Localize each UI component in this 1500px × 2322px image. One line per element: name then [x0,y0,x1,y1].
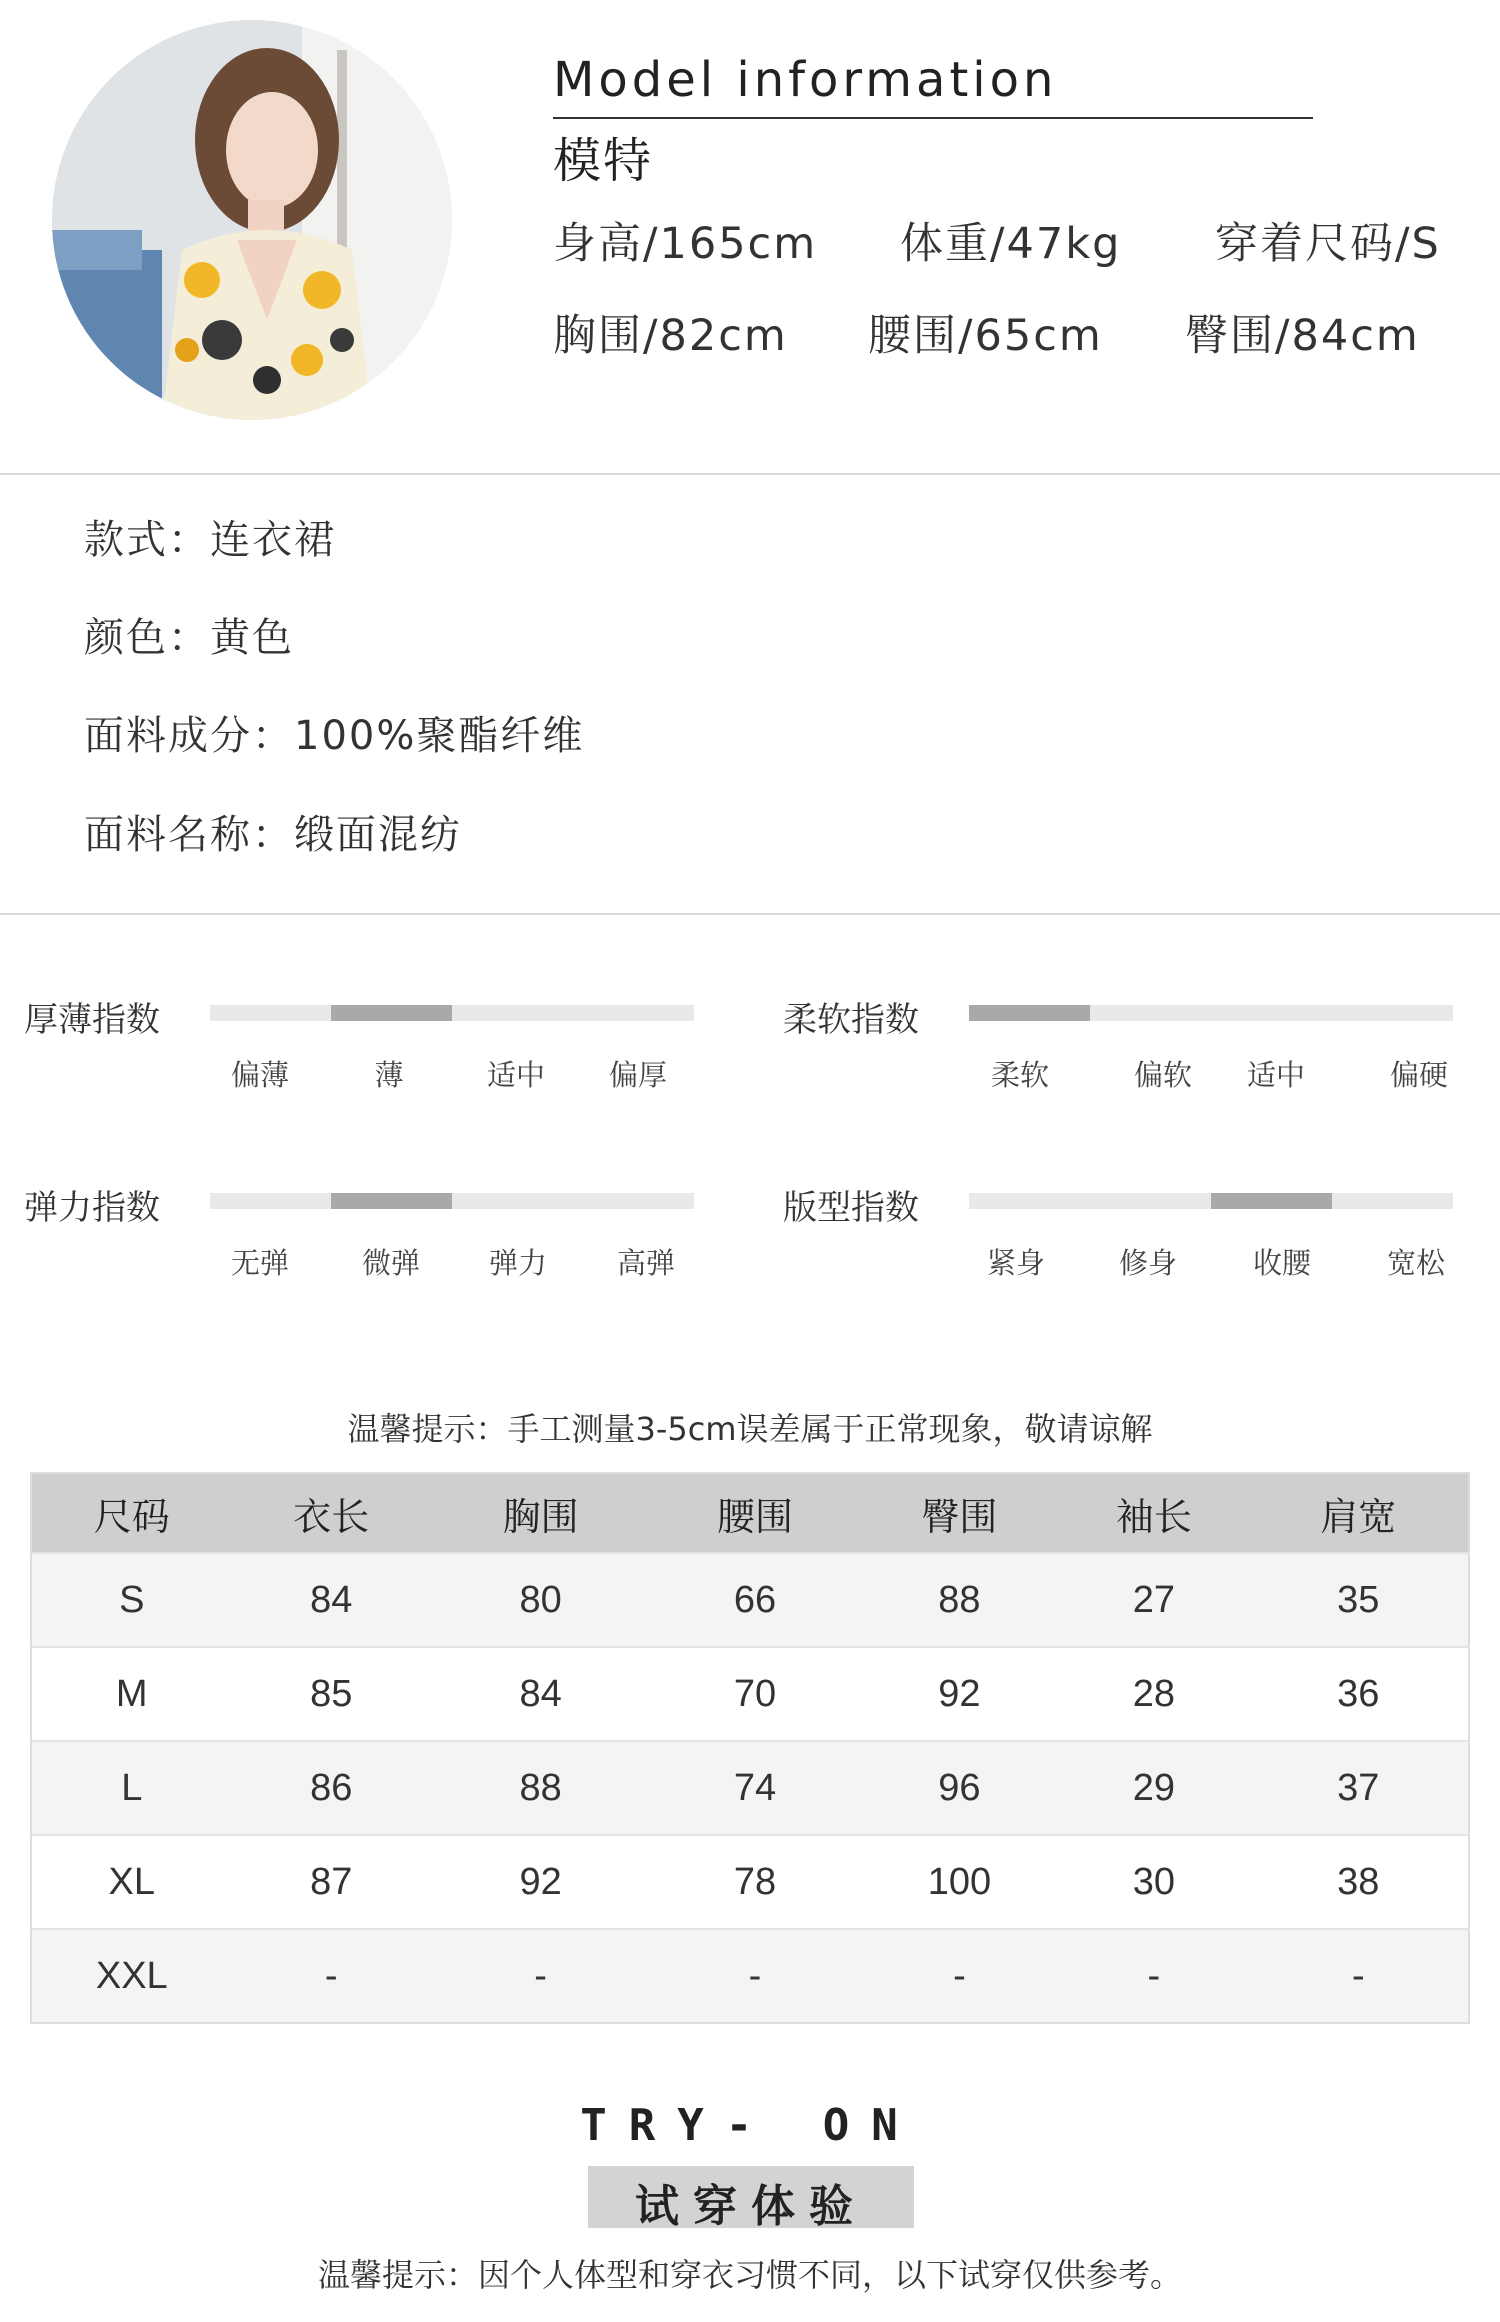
divider [0,913,1500,915]
table-cell: 86 [310,1766,353,1809]
column-header: 袖长 [1115,1496,1192,1539]
fit-option: 修身 [1118,1246,1178,1280]
table-cell: 74 [733,1766,777,1809]
column-header: 衣长 [293,1496,370,1539]
table-row [31,1835,1469,1929]
softness-selected-segment [969,1005,1090,1021]
table-cell: 28 [1132,1672,1176,1715]
column-header: 臀围 [921,1496,998,1539]
table-cell: - [534,1954,547,1997]
elasticity-option: 无弹 [230,1246,290,1280]
model-hip: 臀围/84cm [1185,311,1420,361]
tryon-note: 温馨提示：因个人体型和穿衣习惯不同，以下试穿仅供参考。 [317,2256,1182,2294]
elasticity-scale [210,1193,694,1209]
thickness-option: 适中 [486,1058,546,1092]
model-photo [52,20,452,420]
table-cell: 35 [1337,1578,1380,1621]
spec-composition: 面料成分：100%聚酯纤维 [84,713,585,759]
softness-option: 偏软 [1133,1058,1193,1092]
table-cell: 84 [310,1578,353,1621]
fit-selected-segment [1211,1193,1332,1209]
column-header: 肩宽 [1320,1496,1397,1539]
thickness-option: 偏薄 [230,1058,290,1092]
model-weight: 体重/47kg [900,219,1122,269]
tryon-title: TRY- ON [580,2100,920,2151]
table-header-row [31,1473,1469,1553]
table-cell: 30 [1132,1860,1176,1903]
model-height: 身高/165cm [553,219,818,269]
table-cell: 70 [733,1672,777,1715]
spec-style: 款式：连衣裙 [84,517,336,563]
table-cell: 84 [519,1672,562,1715]
divider [0,473,1500,475]
table-cell: 29 [1132,1766,1176,1809]
table-cell: XL [108,1860,155,1903]
table-cell: 96 [938,1766,981,1809]
table-cell: 92 [519,1860,562,1903]
thickness-option: 薄 [374,1058,404,1092]
model-info-title: Model information [553,52,1058,108]
tryon-subtitle: 试穿体验 [635,2181,867,2232]
softness-option: 偏硬 [1389,1058,1449,1092]
model-waist: 腰围/65cm [868,311,1103,361]
table-cell: 88 [938,1578,981,1621]
title-underline [553,117,1313,119]
measurement-note: 温馨提示：手工测量3-5cm误差属于正常现象，敬请谅解 [347,1410,1153,1448]
softness-option: 适中 [1246,1058,1306,1092]
fit-option: 收腰 [1252,1246,1312,1280]
thickness-option: 偏厚 [608,1058,668,1092]
table-cell: - [1147,1954,1161,1997]
table-cell: - [953,1954,966,1997]
table-cell: 85 [310,1672,353,1715]
table-cell: 37 [1337,1766,1380,1809]
model-bust: 胸围/82cm [553,311,788,361]
table-cell: 80 [519,1578,562,1621]
elasticity-index-title: 弹力指数 [24,1188,160,1228]
spec-fabric-name: 面料名称：缎面混纺 [84,812,462,858]
table-cell: 66 [733,1578,777,1621]
column-header: 腰围 [716,1496,793,1539]
column-header: 胸围 [502,1496,579,1539]
softness-scale [969,1005,1453,1021]
table-row [31,1647,1469,1741]
table-cell: 78 [733,1860,777,1903]
model-photo-illustration [52,20,452,420]
table-cell: - [748,1954,762,1997]
fit-option: 紧身 [986,1246,1046,1280]
softness-option: 柔软 [990,1058,1050,1092]
table-cell: L [121,1766,143,1809]
table-cell: 92 [938,1672,981,1715]
table-cell: 36 [1337,1672,1380,1715]
table-cell: 27 [1132,1578,1176,1621]
fit-option: 宽松 [1386,1246,1446,1280]
elasticity-selected-segment [331,1193,452,1209]
thickness-scale [210,1005,694,1021]
table-cell: 87 [310,1860,353,1903]
size-table [30,1472,1470,2024]
elasticity-option: 微弹 [361,1246,421,1280]
table-cell: S [119,1578,145,1621]
table-cell: XXL [95,1954,168,1997]
fit-scale [969,1193,1453,1209]
table-cell: 88 [519,1766,562,1809]
spec-color: 颜色：黄色 [84,615,294,661]
column-header: 尺码 [93,1496,170,1539]
table-row [31,1553,1469,1647]
fit-index-title: 版型指数 [783,1188,919,1228]
table-row [31,1929,1469,2023]
thickness-selected-segment [331,1005,452,1021]
table-cell: - [324,1954,338,1997]
table-row [31,1741,1469,1835]
table-cell: M [115,1672,148,1715]
model-info-subtitle: 模特 [553,133,654,189]
table-cell: - [1351,1954,1365,1997]
elasticity-option: 高弹 [616,1246,676,1280]
elasticity-option: 弹力 [488,1246,548,1280]
thickness-index-title: 厚薄指数 [24,1000,160,1040]
table-cell: 38 [1337,1860,1380,1903]
model-size: 穿着尺码/S [1215,219,1441,269]
softness-index-title: 柔软指数 [783,1000,919,1040]
table-cell: 100 [927,1860,992,1903]
